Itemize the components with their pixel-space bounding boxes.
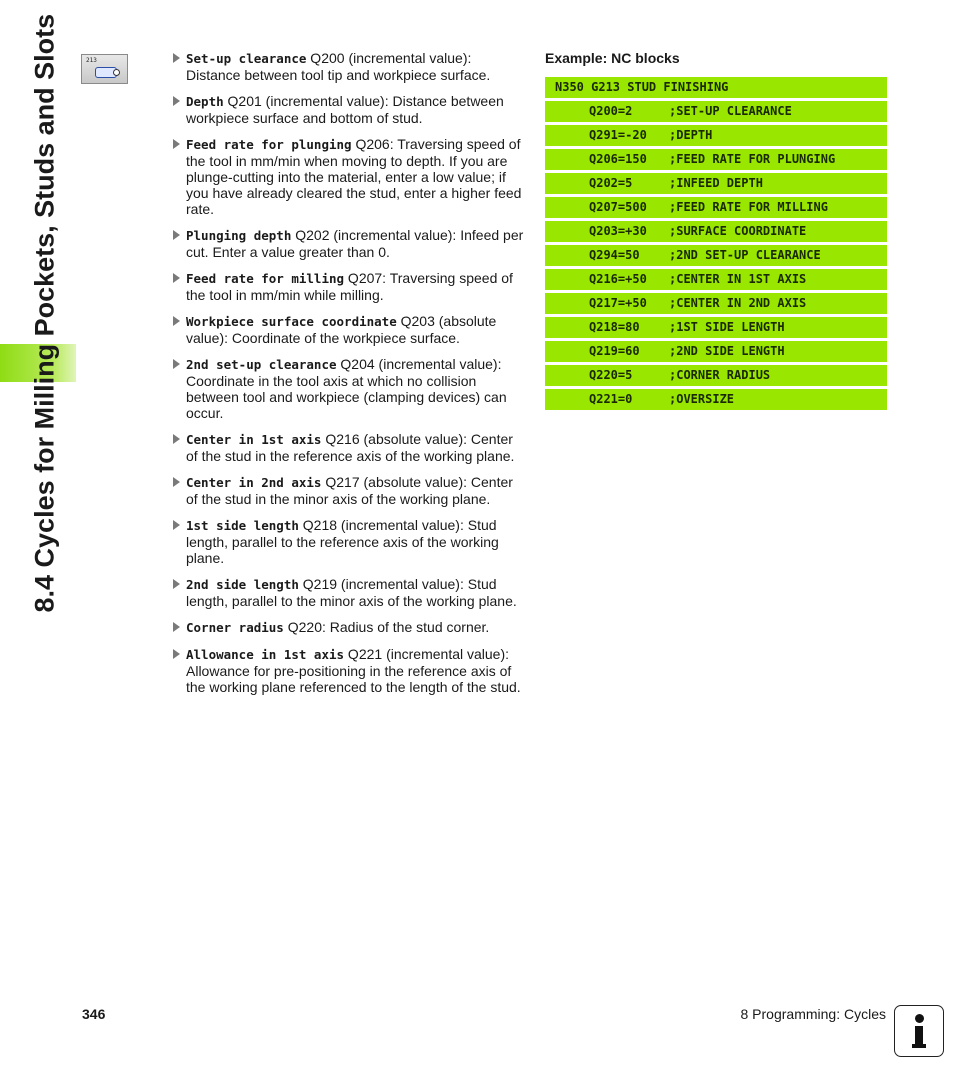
param-item	[172, 646, 528, 695]
bullet-arrow-icon	[173, 359, 180, 369]
param-item	[172, 576, 528, 609]
tool-shape	[113, 69, 120, 76]
nc-row	[545, 125, 887, 146]
bullet-arrow-icon	[173, 139, 180, 149]
param-item	[172, 50, 528, 83]
nc-row	[545, 101, 887, 122]
nc-row	[545, 317, 887, 338]
nc-comment: ;SET-UP CLEARANCE	[669, 104, 792, 118]
nc-code: Q206=150	[589, 152, 647, 166]
param-item	[172, 270, 528, 303]
param-name: 2nd side length	[186, 577, 299, 592]
bullet-arrow-icon	[173, 96, 180, 106]
param-name: 2nd set-up clearance	[186, 357, 337, 372]
nc-comment: ;SURFACE COORDINATE	[669, 224, 807, 238]
param-name: 1st side length	[186, 518, 299, 533]
param-item	[172, 356, 528, 421]
nc-row	[545, 389, 887, 410]
param-name: Allowance in 1st axis	[186, 647, 345, 662]
nc-row	[545, 149, 887, 170]
param-name: Corner radius	[186, 620, 284, 635]
param-name: Plunging depth	[186, 228, 292, 243]
parameter-list	[172, 50, 528, 705]
param-desc: Q203 (absolute value): Coordinate of the workpiece surface.	[186, 313, 497, 346]
nc-comment: ;1ST SIDE LENGTH	[669, 320, 785, 334]
nc-header-text: N350 G213 STUD FINISHING	[555, 80, 729, 94]
nc-code: Q291=-20	[589, 128, 647, 142]
nc-code: Q219=60	[589, 344, 640, 358]
param-item	[172, 474, 528, 507]
param-desc: Q221 (incremental value): Allowance for pre-positioning in the reference axis of the working plane referenced to the length of the stud.	[186, 646, 521, 695]
nc-code: Q294=50	[589, 248, 640, 262]
param-name: Workpiece surface coordinate	[186, 314, 397, 329]
param-item	[172, 227, 528, 260]
param-desc: Q206: Traversing speed of the tool in mm/min when moving to depth. If you are plunge-cutting into the material, enter a low value; if you have already cleared the stud, enter a higher feed rate.	[186, 136, 522, 217]
side-chapter-title-text: 8.4 Cycles for Milling Pockets, Studs and Slots	[29, 13, 60, 613]
bullet-arrow-icon	[173, 520, 180, 530]
bullet-arrow-icon	[173, 230, 180, 240]
param-item	[172, 93, 528, 126]
nc-row	[545, 365, 887, 386]
param-name: Depth	[186, 94, 224, 109]
bullet-arrow-icon	[173, 53, 180, 63]
nc-row	[545, 221, 887, 242]
param-desc: Q219 (incremental value): Stud length, parallel to the minor axis of the working plane.	[186, 576, 517, 609]
nc-comment: ;CENTER IN 1ST AXIS	[669, 272, 807, 286]
nc-row	[545, 341, 887, 362]
nc-code: Q203=+30	[589, 224, 647, 238]
nc-row	[545, 197, 887, 218]
nc-code: Q218=80	[589, 320, 640, 334]
chapter-footer: 8 Programming: Cycles	[740, 1006, 886, 1022]
param-item	[172, 517, 528, 566]
param-desc: Q201 (incremental value): Distance between workpiece surface and bottom of stud.	[186, 93, 504, 126]
param-item	[172, 431, 528, 464]
nc-code: Q200=2	[589, 104, 633, 118]
nc-code: Q221=0	[589, 392, 633, 406]
param-desc: Q218 (incremental value): Stud length, parallel to the reference axis of the working plane.	[186, 517, 499, 566]
bullet-arrow-icon	[173, 477, 180, 487]
nc-comment: ;CENTER IN 2ND AXIS	[669, 296, 807, 310]
param-name: Center in 2nd axis	[186, 475, 322, 490]
nc-code: Q207=500	[589, 200, 647, 214]
bullet-arrow-icon	[173, 316, 180, 326]
nc-comment: ;CORNER RADIUS	[669, 368, 771, 382]
bullet-arrow-icon	[173, 434, 180, 444]
info-dot	[915, 1014, 924, 1023]
bullet-arrow-icon	[173, 622, 180, 632]
param-desc: Q202 (incremental value): Infeed per cut. Enter a value greater than 0.	[186, 227, 524, 260]
side-chapter-title	[28, 13, 62, 620]
info-stem	[912, 1026, 926, 1048]
param-desc: Q204 (incremental value): Coordinate in the tool axis at which no collision between tool and workpiece (clamping devices) can occur.	[186, 356, 507, 421]
nc-row	[545, 293, 887, 314]
bullet-arrow-icon	[173, 649, 180, 659]
page-number: 346	[82, 1006, 106, 1022]
param-name: Feed rate for milling	[186, 271, 345, 286]
nc-row	[545, 269, 887, 290]
nc-comment: ;INFEED DEPTH	[669, 176, 763, 190]
param-desc: Q216 (absolute value): Center of the stud in the reference axis of the working plane.	[186, 431, 515, 464]
nc-code: Q202=5	[589, 176, 633, 190]
nc-code: Q220=5	[589, 368, 633, 382]
param-desc: Q220: Radius of the stud corner.	[283, 619, 490, 635]
nc-code: Q217=+50	[589, 296, 647, 310]
bullet-arrow-icon	[173, 579, 180, 589]
nc-row	[545, 245, 887, 266]
param-desc: Q200 (incremental value): Distance between tool tip and workpiece surface.	[186, 50, 491, 83]
nc-header-row	[545, 77, 887, 98]
param-item	[172, 313, 528, 346]
info-icon	[894, 1005, 944, 1057]
nc-comment: ;2ND SIDE LENGTH	[669, 344, 785, 358]
nc-comment: ;DEPTH	[669, 128, 713, 142]
nc-row	[545, 173, 887, 194]
cycle-213-stud-finishing-icon	[81, 54, 128, 84]
param-item	[172, 136, 528, 217]
nc-example	[545, 50, 887, 413]
example-title: Example: NC blocks	[545, 50, 680, 66]
nc-code: Q216=+50	[589, 272, 647, 286]
bullet-arrow-icon	[173, 273, 180, 283]
nc-comment: ;FEED RATE FOR MILLING	[669, 200, 828, 214]
nc-comment: ;OVERSIZE	[669, 392, 735, 406]
param-item	[172, 619, 528, 636]
param-desc: Q207: Traversing speed of the tool in mm/min while milling.	[186, 270, 513, 303]
param-name: Set-up clearance	[186, 51, 307, 66]
nc-comment: ;FEED RATE FOR PLUNGING	[669, 152, 836, 166]
param-desc: Q217 (absolute value): Center of the stud in the minor axis of the working plane.	[186, 474, 513, 507]
cycle-number: 213	[86, 57, 97, 64]
param-name: Feed rate for plunging	[186, 137, 352, 152]
param-name: Center in 1st axis	[186, 432, 322, 447]
nc-comment: ;2ND SET-UP CLEARANCE	[669, 248, 821, 262]
